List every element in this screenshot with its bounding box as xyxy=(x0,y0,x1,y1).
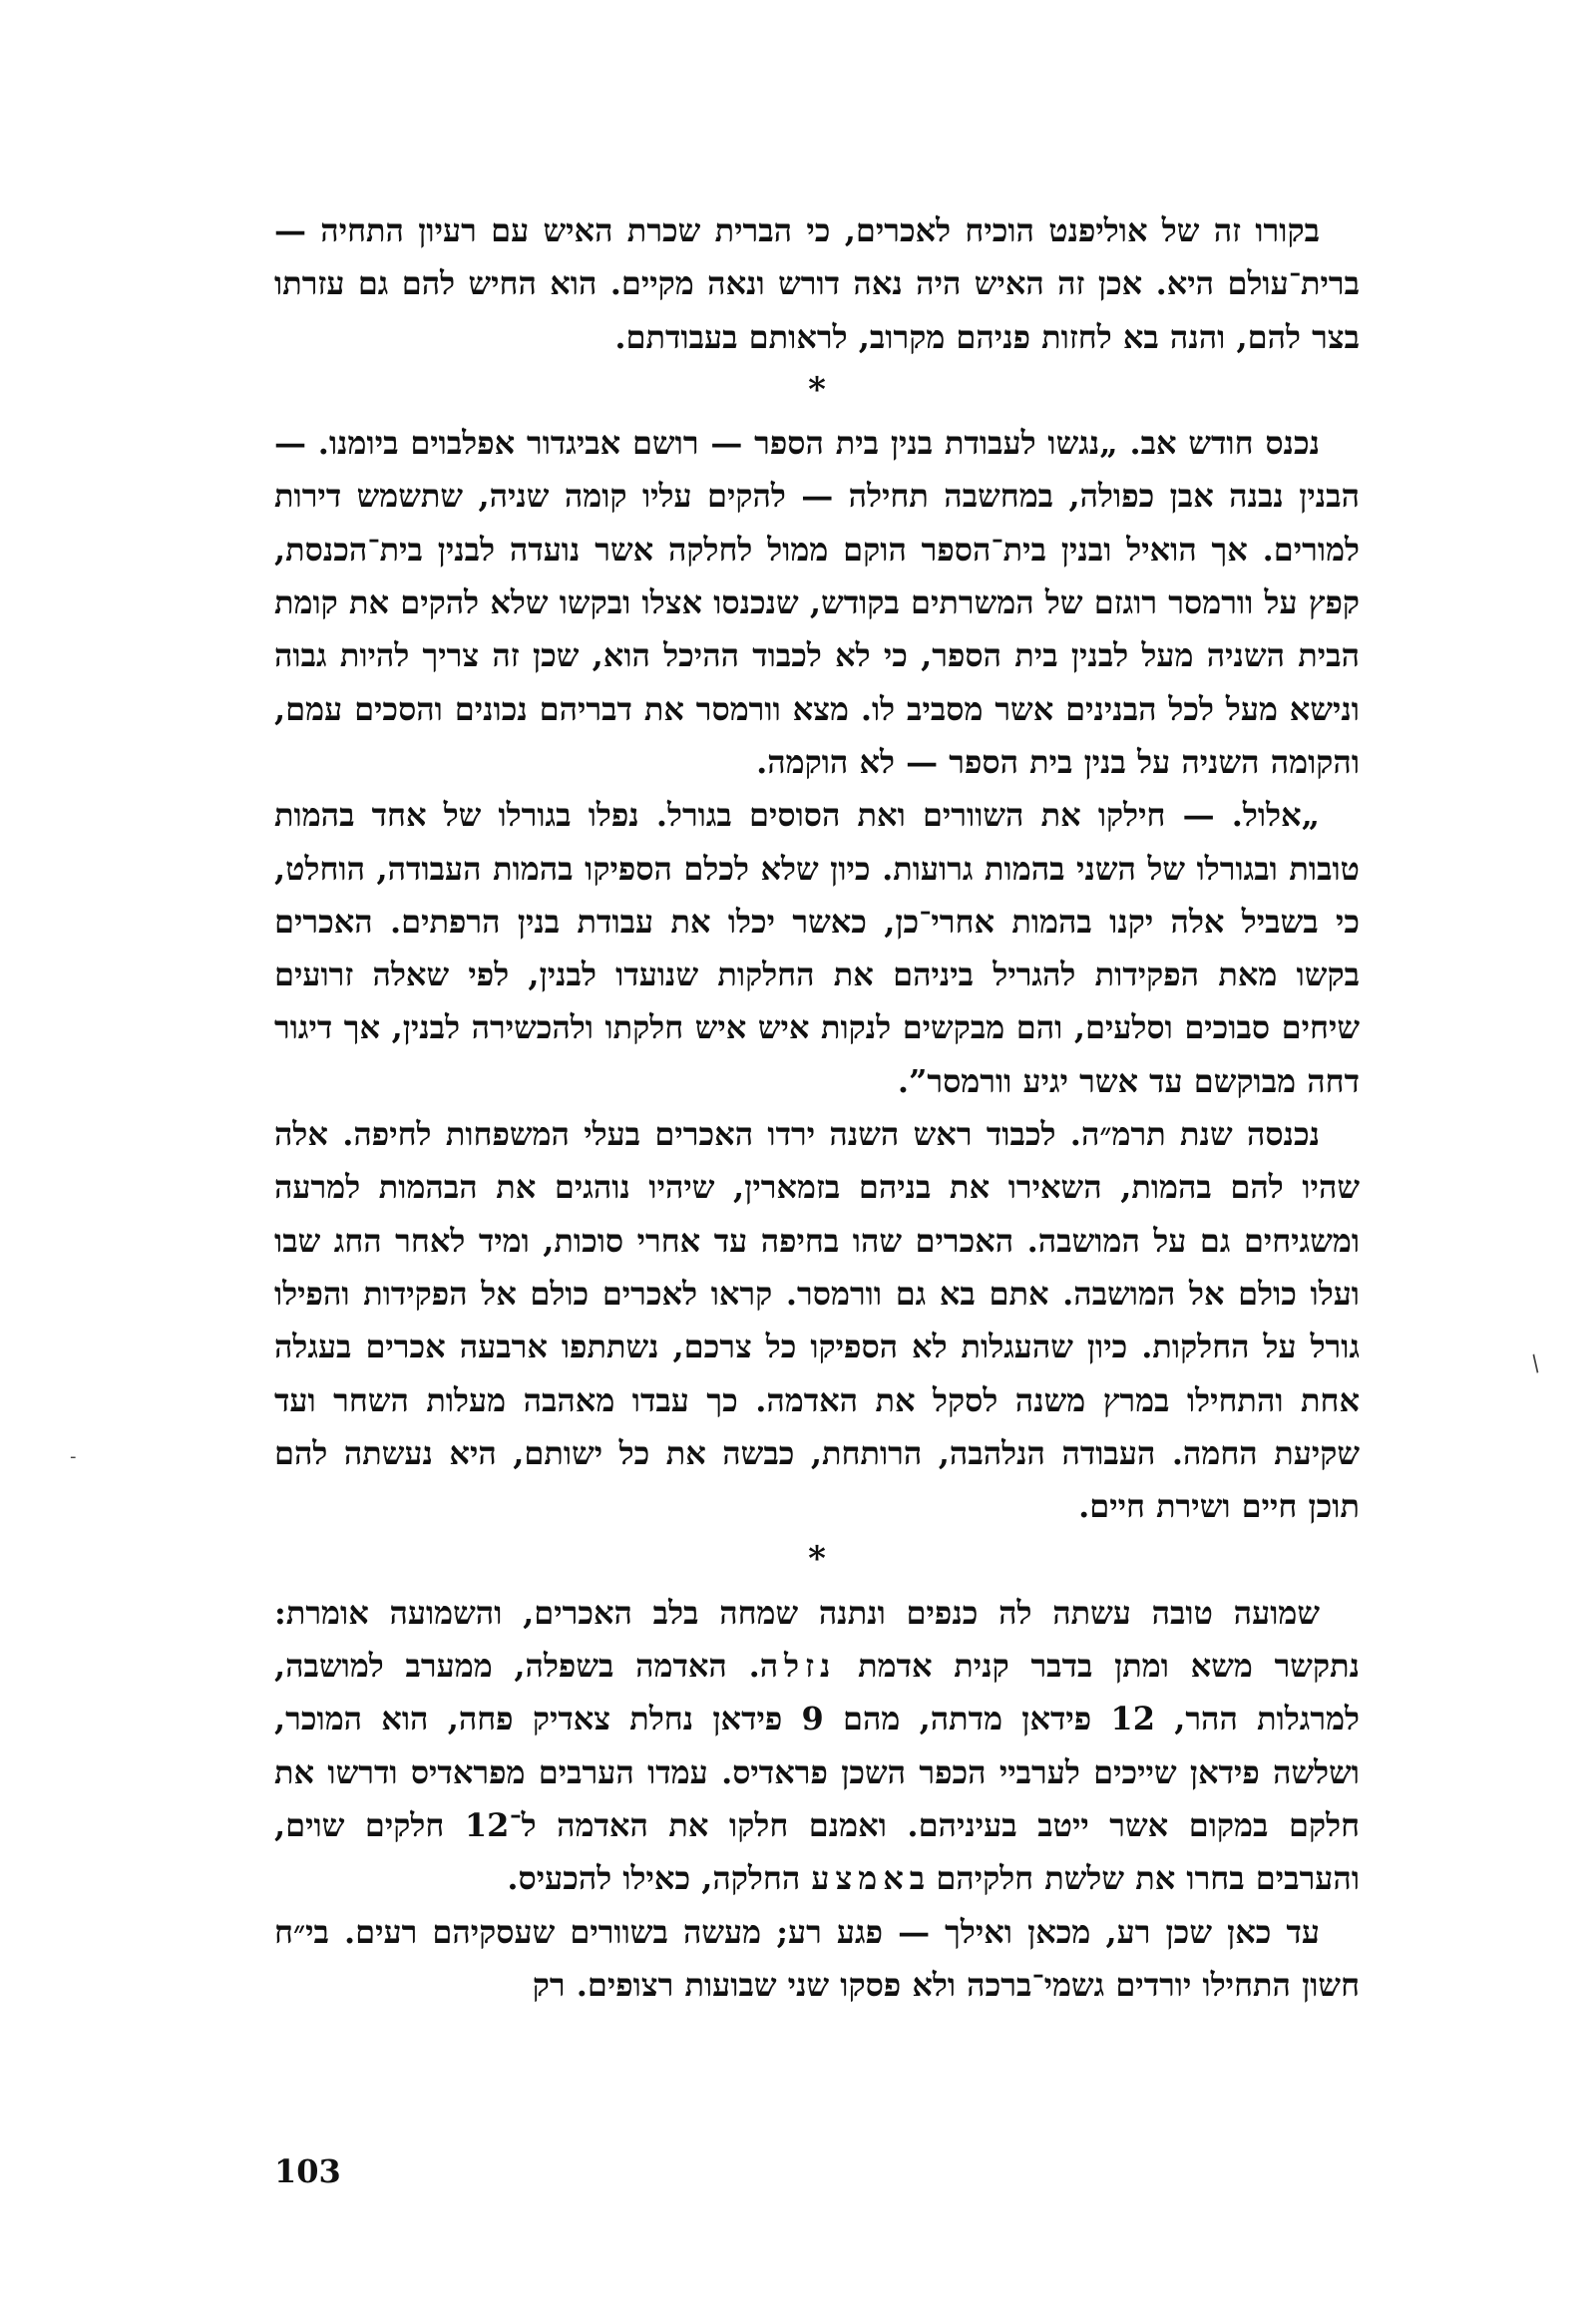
spaced-word-emtza: אמצע xyxy=(811,1859,910,1898)
paragraph-5-part-3: החלקה, כאילו להכעיס. xyxy=(507,1859,812,1898)
paragraph-5-part-1: שמועה טובה עשתה לה כנפים ונתנה שמחה בלב האכרים, והשמועה אומרת: נתקשר משא ומתן בדבר קנית אדמת xyxy=(274,1593,1360,1686)
paragraph-6: עד כאן שכן רע, מכאן ואילך — פגע רע; מעשה בשוורים שעסקיהם רעים. בי״ח חשון התחילו יורדים גשמי־ברכה ולא פסקו שני שבועות רצופים. רק xyxy=(274,1912,1360,2004)
paragraph-1: בקורו זה של אוליפנט הוכיח לאכרים, כי הברית שכרת האיש עם רעיון התחיה — ברית־עולם היא. אכן זה האיש היה נאה דורש ונאה מקיים. הוא החיש להם גם עזרתו בצר להם, והנה בא לחזות פניהם מקרוב, לראותם בעבודתם. xyxy=(274,211,1361,356)
section-separator-1: * xyxy=(808,369,826,410)
paragraph-5-part-2: . האדמה בשפלה, ממערב למושבה, למרגלות ההר, 12 פידאן מדתה, מהם 9 פידאן נחלת צאדיק פחה, הוא המוכר, ושלשה פידאן שייכים לערביי הכפר השכן פראדיס. עמדו הערבים מפראדיס ודרשו את חלקם במקום אשר ייטב בעיניהם. ואמנם חלקו את האדמה ל־12 חלקים שוים, והערבים בחרו את שלשת חלקיהם ב xyxy=(274,1647,1361,1898)
paragraph-5 xyxy=(274,1587,1360,1906)
margin-dash-mark: - xyxy=(70,1446,77,1467)
paragraph-2: נכנס חודש אב. „נגשו לעבודת בנין בית הספר — רושם אביגדור אפלבוים ביומנו. — הבנין נבנה אבן כפולה, במחשבה תחילה — להקים עליו קומה שניה, שתשמש דירות למורים. אך הואיל ובנין בית־הספר הוקם ממול לחלקה אשר נועדה לבנין בית־הכנסת, קפץ על וורמסר רוגזם של המשרתים בקודש, שנכנסו אצלו ובקשו שלא להקים את קומת הבית השניה מעל לבנין בית הספר, כי לא לכבוד ההיכל הוא, שכן זה צריך להיות גבוה ונישא מעל לכל הבנינים אשר מסביב לו. מצא וורמסר את דבריהם נכונים והסכים עמם, והקומה השניה על בנין בית הספר — לא הוקמה. xyxy=(274,424,1361,781)
body-text xyxy=(274,204,1360,2012)
section-separator-2: * xyxy=(808,1539,826,1580)
paragraph-4: נכנסה שנת תרמ״ה. לכבוד ראש השנה ירדו האכרים בעלי המשפחות לחיפה. אלה שהיו להם בהמות, השאירו את בניהם בזמארין, שיהיו נוהגים את הבהמות למרעה ומשגיחים גם על המושבה. האכרים שהו בחיפה עד אחרי סוכות, ומיד לאחר החג שבו ועלו כולם אל המושבה. אתם בא גם וורמסר. קראו לאכרים כולם אל הפקידות והפילו גורל על החלקות. כיון שהעגלות לא הספיקו כל צרכם, נשתתפו ארבעה אכרים בעגלה אחת והתחילו במרץ משנה לסקל את האדמה. כך עבדו מאהבה מעלות השחר ועד שקיעת החמה. העבודה הנלהבה, הרותחת, כבשה את כל ישותם, היא נעשתה להם תוכן חיים ושירת חיים. xyxy=(274,1115,1361,1526)
paragraph-3: „אלול. — חילקו את השוורים ואת הסוסים בגורל. נפלו בגורלו של אחד בהמות טובות ובגורלו של השני בהמות גרועות. כיון שלא לכלם הספיקו בהמות העבודה, הוחלט, כי בשביל אלה יקנו בהמות אחרי־כן, כאשר יכלו את עבודת בנין הרפתים. האכרים בקשו מאת הפקידות להגריל ביניהם את החלקות שנועדו לבנין, לפי שאלה זרועים שיחים סבוכים וסלעים, והם מבקשים לנקות איש איש חלקתו ולהכשירה לבנין, אך דיגור דחה מבוקשם עד אשר יגיע וורמסר”. xyxy=(274,796,1360,1100)
margin-scratch-mark: / xyxy=(1526,1350,1546,1377)
spaced-word-nazla: נזלה xyxy=(759,1647,837,1686)
page-number: 103 xyxy=(274,2152,341,2190)
